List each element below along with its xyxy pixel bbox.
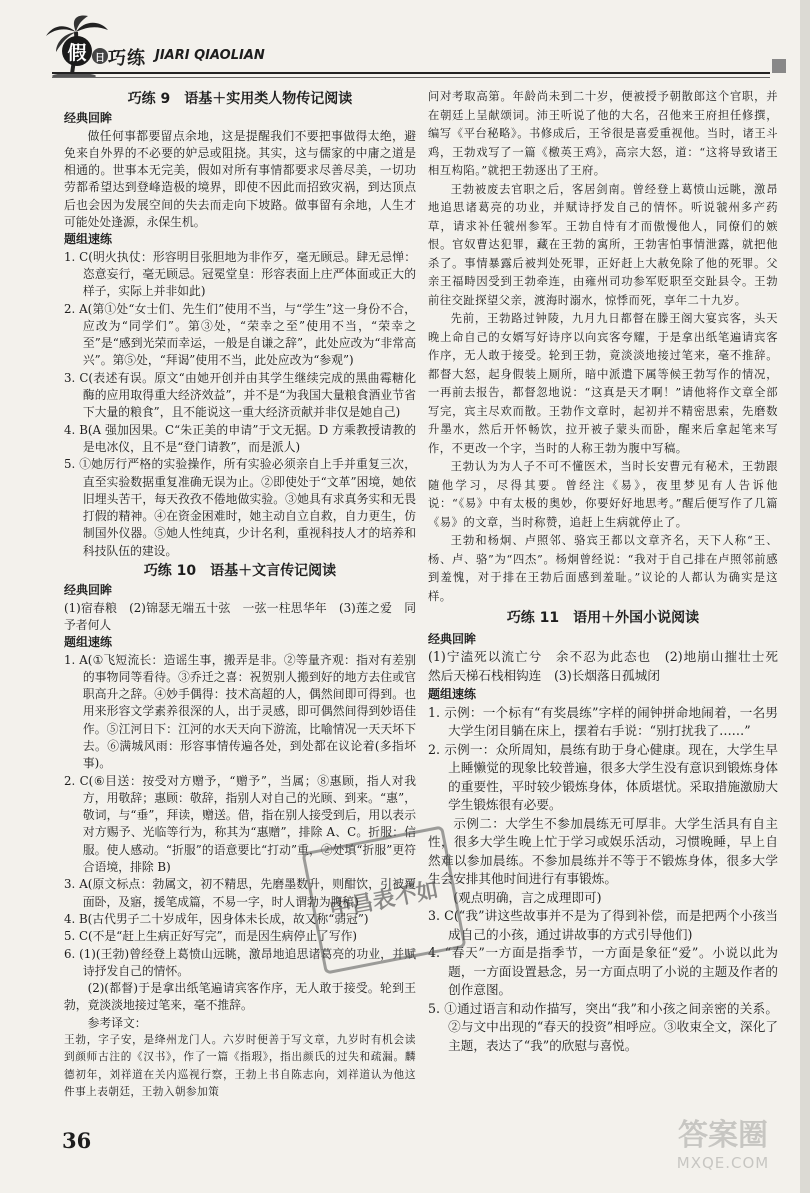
- page-edge-strip: [800, 0, 810, 1193]
- header-rule: [52, 72, 770, 74]
- page-number: 36: [62, 1128, 92, 1153]
- subheading: 经典回眸: [64, 111, 113, 126]
- page-header: [0, 0, 810, 88]
- paragraph: (1)宿春粮 (2)锦瑟无端五十弦 一弦一柱思华年 (3)莲之爱 同予者何人: [64, 600, 416, 632]
- paragraph: 做任何事都要留点余地，这是提醒我们不要把事做得太绝，避免来自外界的不必要的妒忌或阻挠。其实，这与儒家的中庸之道是相通的。世事本无完美，假如对所有事情都要求尽善尽美，一切功劳都希望达到登峰造极的境界，即使不因此而招致灾祸，到达顶点后也会因为发展空间的失去而走向下坡路。做事留有余地，人生才可能处处逢源，永保生机。: [64, 128, 416, 230]
- answer-item: 2. A(第①处“女士们、先生们”使用不当，与“学生”这一身份不合，应改为“同学们”。第③处，“荣幸之至”使用不当，“荣幸之至”是“感到光荣而幸运，一般是自谦之辞”，此处应改为“非常高兴”。第⑤处，“拜谒”使用不当，此处应改为“参观”): [64, 301, 416, 368]
- paragraph: (1)宁溘死以流亡兮 余不忍为此态也 (2)地崩山摧壮士死 然后天梯石栈相钩连 (3)长烟落日孤城闭: [428, 649, 791, 683]
- section-title: 巧练 10 语基＋文言传记阅读: [143, 563, 337, 580]
- subheading: 题组速练: [428, 687, 477, 701]
- paragraph: (2)(都督)于是拿出纸笔遍请宾客作序，无人敢于接受。轮到王勃，竟淡淡地接过笔来，毫不推辞。: [64, 981, 416, 1013]
- translation-paragraph: 王勃和杨炯、卢照邻、骆宾王都以文章齐名，天下人称“王、杨、卢、骆”为“四杰”。杨炯曾经说：“我对于自己排在卢照邻前感到羞愧，对于排在王勃后面感到羞耻。”议论的人都认为确实是这样。: [428, 534, 778, 603]
- section-title: 巧练 11 语用＋外国小说阅读: [506, 610, 700, 626]
- answer-item: 4. B(古代男子二十岁成年，因身体未长成，故又称“弱冠”): [64, 911, 369, 926]
- subheading: 经典回眸: [428, 631, 477, 646]
- answer-item: 1. C(明火执仗：形容明目张胆地为非作歹，毫无顾忌。肆无忌惮：恣意妄行，毫无顾忌。冠冕堂皇：形容表面上庄严体面或正大的样子，实际上并非如此): [64, 249, 416, 299]
- logo-badge-ri: 日: [92, 48, 108, 64]
- translation-paragraph: 王勃，字子安，是绛州龙门人。六岁时便善于写文章，九岁时有机会读到颜师古注的《汉书》，作了一篇《指瑕》，指出颜氏的过失和疏漏。麟德初年，刘祥道在关内巡视行察，王勃上书自陈志向，刘祥道认为他这件事上表朝廷，王勃入朝参加策: [64, 1034, 416, 1098]
- answer-item: 5. ①她厉行严格的实验操作，所有实验必须亲自上手并重复三次，直至实验数据重复准确无误为止。②即使处于“文革”困境，她依旧埋头苦干，每天孜孜不倦地做实验。③她具有求真务实和无畏打假的精神。④在资金困难时，她主动自立自救，自力更生，仿制国外仪器。⑤她人性纯真，少计名利，重视科技人才的培养和科技队伍的建设。: [64, 457, 416, 558]
- answer-item: 6. (1)(王勃)曾经登上葛愤山远眺，激昂地追思诸葛亮的功业，并赋诗抒发自己的情怀。: [64, 946, 416, 978]
- answer-item: 4. B(A 强加因果。C“朱正美的申请”于文无据。D 方乘教授请教的是电冰仪，且不是“登门请教”，而是派人): [64, 422, 416, 454]
- translation-paragraph: 问对考取高第。年龄尚未到二十岁，便被授予朝散郎这个官职，并在朝廷上呈献颂词。沛王听说了他的大名，召他来王府担任修撰，编写《平台秘略》。书修成后，王爷很是喜爱重视他。当时，诸王斗鸡，王勃戏写了一篇《檄英王鸡》，高宗大怒，道：“这将导致诸王相互构陷。”就把王勃逐出了王府。: [428, 90, 778, 177]
- section-title: 巧练 9 语基＋实用类人物传记阅读: [127, 91, 353, 107]
- answer-item: 3. C(表述有误。原文“由她开创并由其学生继续完成的黑曲霉糖化酶的应用取得重大经济效益”，并不是“为我国大量粮食酒业节省下大量的粮食”，且不能说这一重大经济贡献并非仅是她自己): [64, 370, 416, 420]
- answer-item: 2. C(⑥目送：按受对方赠予，“赠予”，当属；⑧惠顾，指人对我方，用敬辞；惠顾：敬辞，指别人对自己的光顾、到来。“惠”，敬词，与“垂”，拜读，赠送。借，指在别人接受到后，用以表示对方赐予、光临等行为，称其为“惠赠”，排除 A、C。折服：信服。使人感动。“折服”的语意要比“打动”重，②处填“折服”更符合语境，排除 B): [64, 773, 417, 875]
- subheading: 经典回眸: [64, 583, 113, 598]
- subheading: 题组速练: [64, 232, 113, 247]
- translation-paragraph: 王勃认为为人子不可不懂医术，当时长安曹元有秘术，王勃跟随他学习，尽得其要。曾经注《易》，夜里梦见有人告诉他说：“《易》中有太极的奥妙，你要好好地思考。”醒后便写作了几篇《易》的文章，当时称赞，追赶上生病就停止了。: [428, 460, 778, 529]
- corner-square: [772, 59, 786, 73]
- answer-item: 2. 示例一：众所周知，晨练有助于身心健康。现在，大学生早上睡懒觉的现象比较普遍，很多大学生没有意识到锻炼身体的重要性，平时较少锻炼身体，体质堪忧。采取措施激励大学生锻炼很有必要。: [428, 741, 778, 812]
- subheading: 题组速练: [64, 635, 113, 650]
- answer-item: 1. A(①飞短流长：造谣生事，搬弄是非。②等量齐观：指对有差别的事物同等看待。③乔迁之喜：祝贺别人搬到好的地方去住或官职高升之辞。④妙手偶得：技术高超的人，偶然间即可得到。也用来形容文学素养很深的人，出于灵感，即可偶然间得到妙语佳作。⑤江河日下：江河的水天天向下游流，比喻情况一天天坏下去。⑥满城风雨：形容事情传遍各处，到处都在议论着(多指坏事)。: [64, 652, 416, 771]
- answer-item: 1. 示例：一个标有“有奖晨练”字样的闹钟拼命地闹着，一名男大学生闭目躺在床上，摆着右手说：“别打扰我了……”: [428, 704, 778, 738]
- logo-latin: JIARI QIAOLIAN: [155, 48, 265, 63]
- paragraph: (观点明确，言之成理即可): [453, 889, 602, 905]
- answer-item: 5. ①通过语言和动作描写，突出“我”和小孩之间亲密的关系。②与文中出现的“春天的投资”相呼应。③收束全文，深化了主题，表达了“我”的欣慰与喜悦。: [428, 1000, 778, 1053]
- answer-item: 5. C(不是“赶上生病正好写完”，而是因生病停止了写作): [64, 929, 358, 944]
- watermark: [648, 1110, 798, 1180]
- answer-item: 3. C(“我”讲这些故事并不是为了得到补偿，而是把两个小孩当成自己的小孩，通过讲故事的方式引导他们): [428, 908, 778, 942]
- translation-paragraph: 先前，王勃路过钟陵，九月九日都督在滕王阁大宴宾客，头天晚上命自己的女婿写好诗序以向宾客夸耀，于是拿出纸笔遍请宾客作序，无人敢于接受。轮到王勃，竟淡淡地接过笔来，毫不推辞。都督大怒，起身假装上厕所，暗中派遣下属等候王勃写作的情况，一再前去报告，都督忽地说：“这真是天才啊！”请他将作文章全部写完，宾主尽欢而散。王勃作文章时，起初并不精密思索，先磨数升墨水，然后开怀畅饮，拉开被子蒙头而卧，醒来后拿起笔来写作，不更改一个字，当时的人称王勃为腹中写稿。: [428, 312, 778, 455]
- paragraph: 示例二：大学生不参加晨练无可厚非。大学生活具有自主性，很多大学生晚上忙于学习或娱乐活动，习惯晚睡，早上自然难以参加晨练。不参加晨练并不等于不锻炼身体，很多大学生会安排其他时间进行有事锻炼。: [428, 815, 778, 886]
- stamp-text: 中昌表不如: [327, 876, 441, 924]
- right-column: [428, 88, 791, 1055]
- paragraph: 参考译文：: [87, 1015, 147, 1030]
- answer-item: 4. “春天”一方面是指季节，一方面是象征“爱”。小说以此为题，一方面设置悬念，另一方面点明了小说的主题及作者的创作意图。: [428, 945, 778, 997]
- logo-badge-jia: 假: [62, 36, 92, 66]
- translation-paragraph: 王勃被废去官职之后，客居剑南。曾经登上葛愤山远眺，激昂地追思诸葛亮的功业，并赋诗抒发自己的情怀。听说虢州多产药草，请求补任虢州参军。王勃自恃有才而傲慢他人，同僚们的嫉恨。官奴曹达犯罪，藏在王勃的寓所，王勃害怕事情泄露，就把他杀了。事情暴露后被判处死罪，正好赶上大赦免除了他的死罪。父亲王福畤因受到王勃牵连，由雍州司功参军贬职至交趾县令。王勃前往交趾探望父亲，渡海时溺水，惊悸而死，享年二十九岁。: [428, 182, 778, 307]
- logo-text: 巧练: [108, 48, 146, 69]
- watermark-url: MXQE.COM: [676, 1154, 770, 1172]
- watermark-text: 答案圈: [678, 1118, 768, 1153]
- header-rule-thin: [52, 77, 770, 78]
- answer-item: 3. A(原文标点：勃属文，初不精思，先磨墨数升，则酣饮，引被覆面卧，及寤，援笔成篇，不易一字，时人谓勃为腹稿): [64, 877, 416, 909]
